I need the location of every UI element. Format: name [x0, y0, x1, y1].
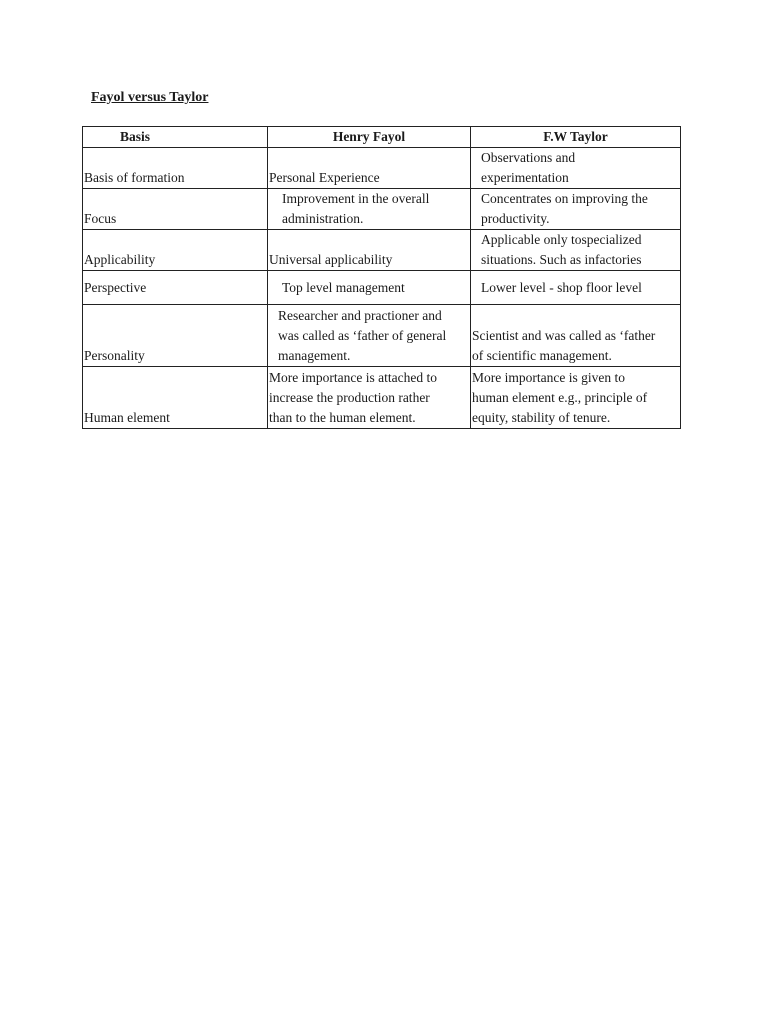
cell-fayol	[268, 271, 471, 305]
cell-taylor	[471, 271, 681, 305]
cell-text: Improvement in the overall administration.	[282, 191, 430, 226]
cell-text: Researcher and practioner and was called as ‘father of general management.	[278, 308, 447, 363]
cell-taylor	[471, 148, 681, 189]
cell-taylor	[471, 230, 681, 271]
comparison-table	[82, 126, 681, 429]
cell-fayol	[268, 367, 471, 429]
cell-text: Top level management	[282, 279, 405, 295]
cell-basis	[83, 230, 268, 271]
cell-fayol	[268, 148, 471, 189]
table-row	[83, 271, 681, 305]
header-fw-taylor: F.W Taylor	[471, 127, 681, 148]
cell-basis	[83, 148, 268, 189]
cell-taylor	[471, 189, 681, 230]
cell-taylor	[471, 305, 681, 367]
table-header-row	[83, 127, 681, 148]
header-henry-fayol: Henry Fayol	[268, 127, 471, 148]
document-title: Fayol versus Taylor	[91, 90, 209, 105]
cell-text: Human element	[84, 410, 170, 425]
cell-text: Focus	[84, 211, 117, 226]
cell-basis	[83, 271, 268, 305]
cell-text: Observations and experimentation	[481, 150, 576, 185]
cell-text: Personality	[84, 348, 145, 363]
cell-text: Scientist and was called as ‘father of scientific management.	[472, 328, 656, 363]
header-basis: Basis	[83, 127, 268, 148]
cell-fayol	[268, 305, 471, 367]
cell-text: Basis of formation	[84, 170, 185, 185]
cell-text: More importance is given to human element e.g., principle of equity, stability of tenure.	[472, 370, 648, 425]
table-row	[83, 189, 681, 230]
cell-basis	[83, 367, 268, 429]
cell-text: Lower level - shop floor level	[481, 279, 642, 295]
table-row	[83, 148, 681, 189]
cell-text: Concentrates on improving the productivity.	[481, 191, 648, 226]
cell-text: More importance is attached to increase the production rather than to the human element.	[269, 370, 437, 425]
cell-text: Applicable only tospecialized situations. Such as infactories	[481, 232, 642, 267]
cell-basis	[83, 305, 268, 367]
cell-fayol	[268, 189, 471, 230]
cell-basis	[83, 189, 268, 230]
cell-text: Universal applicability	[269, 252, 393, 267]
cell-fayol	[268, 230, 471, 271]
cell-taylor	[471, 367, 681, 429]
cell-text: Perspective	[84, 279, 147, 295]
cell-text: Personal Experience	[269, 170, 380, 185]
table-row	[83, 367, 681, 429]
cell-text: Applicability	[84, 252, 156, 267]
table-row	[83, 305, 681, 367]
table-row	[83, 230, 681, 271]
